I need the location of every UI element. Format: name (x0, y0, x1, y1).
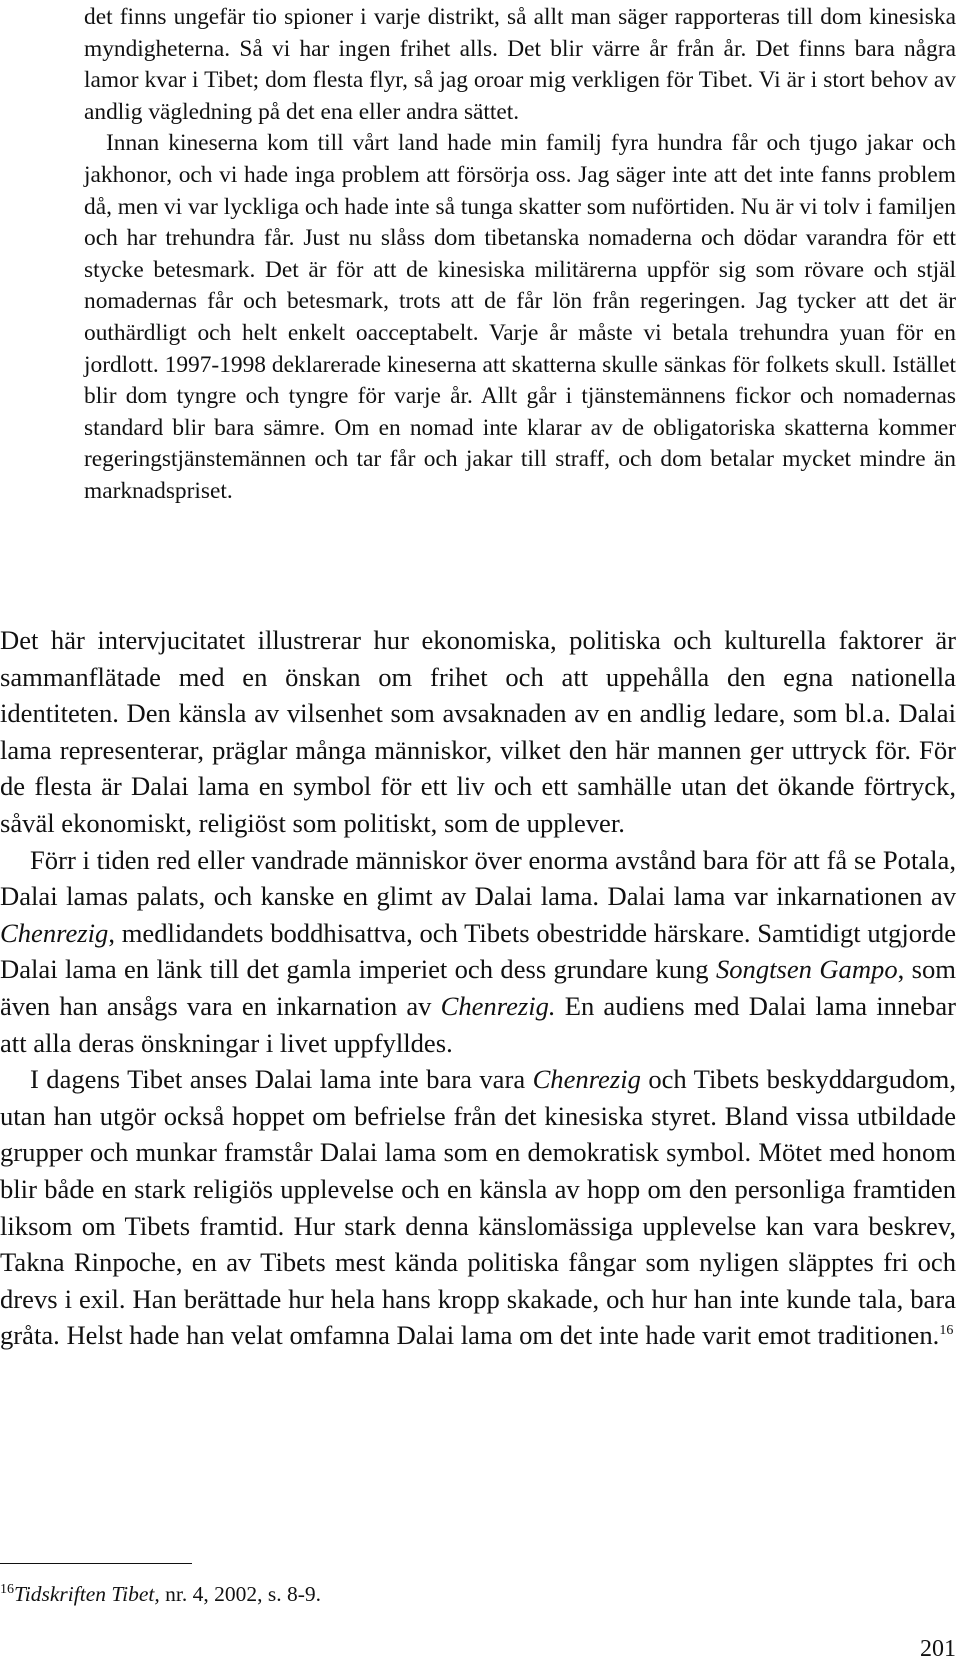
text-run: , medlidandets boddhisattva, och Tibets obestridde härskare. Samtidigt utgjorde Dalai lama en länk till det gamla imperiet och dess grundare kung (0, 917, 956, 985)
footnote-citation: nr. 4, 2002, s. 8-9. (159, 1582, 321, 1606)
body-paragraph-3 (0, 1061, 956, 1354)
body-paragraph-2 (0, 842, 956, 1062)
quote-paragraph-2: Innan kineserna kom till vårt land hade min familj fyra hundra får och tjugo jakar och jakhonor, och vi hade inga problem att försörja oss. Jag säger inte att det inte fanns problem då, men vi var lyckliga och hade inte så tunga skatter som nuförtiden. Nu är vi tolv i familjen och har trehundra får. Just nu slåss dom tibetanska nomaderna och dödar varandra för ett stycke betesmark. Det är för att de kinesiska militärerna uppför sig som rövare och stjäl nomadernas får och betesmark, trots att de får lön från regeringen. Jag tycker att det är outhärdligt och helt enkelt oacceptabelt. Varje år måste vi betala trehundra yuan för en jordlott. 1997-1998 deklarerade kineserna att skatterna skulle sänkas för folkets skull. Istället blir dom tyngre och tyngre för varje år. Allt går i tjänstemännens fickor och nomadernas standard blir bara sämre. Om en nomad inte klarar av de obligatoriska skatterna kommer regeringstjänstemännen och tar får och jakar till straff, och dom betalar mycket mindre än marknadspriset. (84, 130, 956, 504)
footnote-reference[interactable]: 16 (939, 1323, 954, 1339)
text-run: Förr i tiden red eller vandrade människor över enorma avstånd bara för att få se Potala, Dalai lamas palats, och kanske en glimt av Dalai lama. Dalai lama var inkarnationen av (0, 844, 956, 912)
footnote-source-title: Tidskriften Tibet, (14, 1582, 160, 1606)
page-number: 201 (920, 1636, 956, 1662)
italic-term: Chenrezig (0, 917, 109, 948)
quote-paragraph-1: det finns ungefär tio spioner i varje distrikt, så allt man säger rapporteras till dom kinesiska myndigheterna. Så vi har ingen frihet alls. Det blir värre år från år. Det finns bara några lamor kvar i Tibet; dom flesta flyr, så jag oroar mig verkligen för Tibet. Vi är i stort behov av andlig vägledning på det ena eller andra sättet. (84, 4, 956, 125)
text-run: och Tibets beskyddargudom, utan han utgör också hoppet om befrielse från det kinesiska styret. Bland vissa utbildade grupper och munkar framstår Dalai lama som en demokratisk symbol. Mötet med honom blir både en stark religiös upplevelse och en känsla av hopp om den personliga framtiden liksom om Tibets framtid. Hur stark denna känslomässiga upplevelse kan vara beskrev, Takna Rinpoche, en av Tibets mest kända politiska fångar som nyligen släpptes fri och drevs i exil. Han berättade hur hela hans kropp skakade, och hur han inte kunde tala, bara gråta. Helst hade han velat omfamna Dalai lama om det inte hade varit emot traditionen. (0, 1064, 956, 1351)
italic-term: Songtsen Gampo (715, 954, 898, 985)
text-run: , som även han ansågs vara en inkarnation av (0, 954, 956, 1021)
footnote-divider (0, 1563, 192, 1564)
footnote-number: 16 (0, 1582, 14, 1597)
text-run: I dagens Tibet anses Dalai lama inte bara vara (30, 1064, 533, 1095)
body-text (0, 622, 956, 1354)
footnote (0, 1580, 321, 1608)
italic-term: Chenrezig. (440, 990, 556, 1021)
body-paragraph-1: Det här intervjucitatet illustrerar hur ekonomiska, politiska och kulturella faktorer är sammanflätade med en önskan om frihet och att uppehålla den egna nationella identiteten. Den känsla av vilsenhet som avsaknaden av en andlig ledare, som bl.a. Dalai lama representerar, präglar många människor, vilket den här mannen ger uttryck för. För de flesta är Dalai lama en symbol för ett liv och ett samhälle utan det ökande förtryck, såväl ekonomiskt, religiöst som politiskt, som de upplever. (0, 625, 956, 838)
interview-quote (84, 2, 956, 508)
italic-term: Chenrezig (532, 1064, 641, 1095)
text-run: En audiens med Dalai lama innebar att alla deras önskningar i livet uppfylldes. (0, 990, 956, 1058)
